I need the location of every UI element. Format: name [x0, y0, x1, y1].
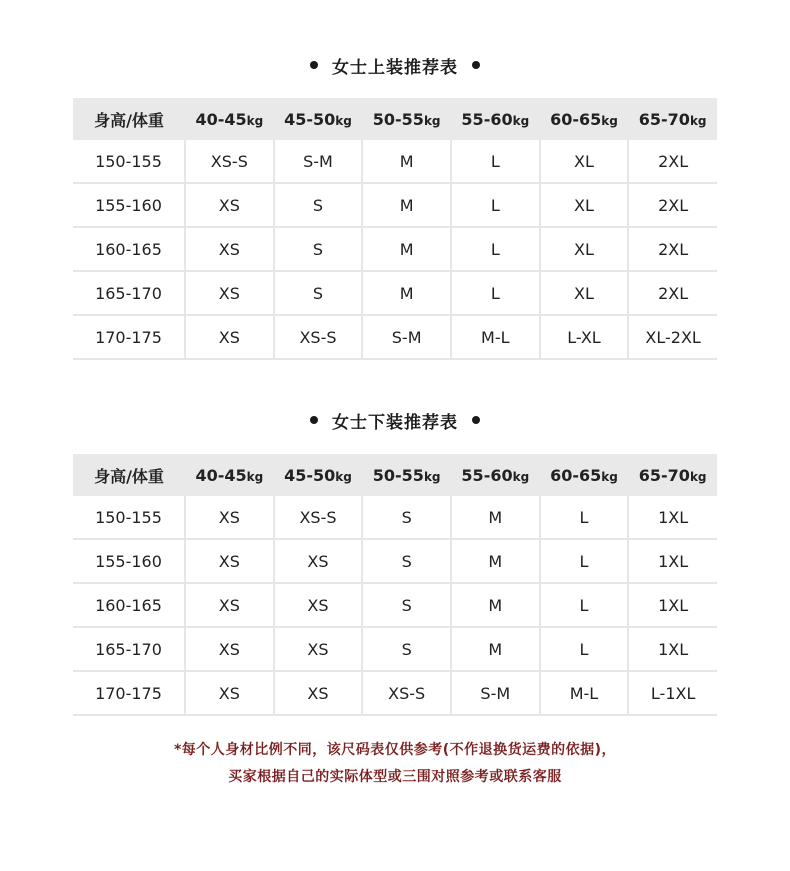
size-cell: M-L [540, 671, 629, 715]
size-cell: XS [185, 496, 274, 539]
disclaimer-line-2: 买家根据自己的实际体型或三围对照参考或联系客服 [228, 769, 562, 785]
bullet-dot-icon [472, 61, 480, 69]
weight-column-header: 45-50kg [274, 98, 363, 140]
height-cell: 150-155 [73, 140, 185, 183]
size-cell: M [451, 583, 540, 627]
table-row [73, 583, 717, 627]
bullet-dot-icon [310, 416, 318, 424]
height-cell: 170-175 [73, 315, 185, 359]
size-cell: XS [185, 583, 274, 627]
weight-column-header: 60-65kg [540, 454, 629, 496]
size-cell: XS-S [274, 315, 363, 359]
bottoms-title-text: 女士下装推荐表 [332, 412, 458, 433]
weight-column-header: 65-70kg [628, 98, 717, 140]
size-cell: XL [540, 227, 629, 271]
table-row [73, 539, 717, 583]
size-cell: L [451, 140, 540, 183]
size-cell: L-XL [540, 315, 629, 359]
table-row [73, 183, 717, 227]
bullet-dot-icon [472, 416, 480, 424]
size-cell: L-1XL [628, 671, 717, 715]
table-row [73, 227, 717, 271]
weight-column-header: 50-55kg [362, 98, 451, 140]
bottoms-size-table [73, 454, 717, 716]
size-cell: S-M [362, 315, 451, 359]
size-cell: S [274, 227, 363, 271]
weight-column-header: 40-45kg [185, 454, 274, 496]
size-cell: S-M [451, 671, 540, 715]
size-cell: M [451, 539, 540, 583]
weight-column-header: 55-60kg [451, 98, 540, 140]
size-cell: XS-S [274, 496, 363, 539]
height-cell: 170-175 [73, 671, 185, 715]
size-cell: XS [185, 671, 274, 715]
table-header-row [73, 454, 717, 496]
table-row [73, 271, 717, 315]
size-cell: XS [185, 271, 274, 315]
size-cell: S [362, 627, 451, 671]
size-cell: 1XL [628, 583, 717, 627]
bullet-dot-icon [310, 61, 318, 69]
weight-column-header: 50-55kg [362, 454, 451, 496]
size-cell: M [362, 183, 451, 227]
size-cell: L [451, 271, 540, 315]
size-cell: M [362, 271, 451, 315]
weight-column-header: 40-45kg [185, 98, 274, 140]
size-cell: S-M [274, 140, 363, 183]
size-cell: XL [540, 140, 629, 183]
table-row [73, 315, 717, 359]
weight-column-header: 45-50kg [274, 454, 363, 496]
height-cell: 150-155 [73, 496, 185, 539]
size-cell: 2XL [628, 183, 717, 227]
height-cell: 160-165 [73, 227, 185, 271]
bottoms-section-title [0, 405, 790, 435]
size-cell: L [451, 227, 540, 271]
size-cell: S [274, 271, 363, 315]
size-cell: 1XL [628, 539, 717, 583]
size-cell: XS [185, 227, 274, 271]
size-cell: XL [540, 183, 629, 227]
size-cell: L [540, 627, 629, 671]
height-cell: 155-160 [73, 183, 185, 227]
weight-column-header: 60-65kg [540, 98, 629, 140]
table-row [73, 627, 717, 671]
size-cell: XS [185, 539, 274, 583]
height-cell: 160-165 [73, 583, 185, 627]
size-cell: S [362, 583, 451, 627]
size-cell: 1XL [628, 627, 717, 671]
size-cell: XL-2XL [628, 315, 717, 359]
height-weight-header: 身高/体重 [73, 98, 185, 140]
size-cell: S [274, 183, 363, 227]
size-cell: M-L [451, 315, 540, 359]
size-cell: 1XL [628, 496, 717, 539]
size-cell: XS [185, 627, 274, 671]
height-cell: 165-170 [73, 627, 185, 671]
size-cell: 2XL [628, 140, 717, 183]
size-cell: M [451, 627, 540, 671]
size-cell: XS [185, 183, 274, 227]
size-cell: M [362, 227, 451, 271]
table-row [73, 671, 717, 715]
size-cell: 2XL [628, 271, 717, 315]
size-cell: XS [274, 671, 363, 715]
height-weight-header: 身高/体重 [73, 454, 185, 496]
size-cell: 2XL [628, 227, 717, 271]
size-cell: S [362, 496, 451, 539]
weight-column-header: 65-70kg [628, 454, 717, 496]
size-cell: XS-S [185, 140, 274, 183]
size-cell: XS [274, 627, 363, 671]
size-cell: M [451, 496, 540, 539]
size-cell: XS [185, 315, 274, 359]
size-cell: XS-S [362, 671, 451, 715]
table-row [73, 140, 717, 183]
tops-title-text: 女士上装推荐表 [332, 57, 458, 78]
size-cell: XS [274, 583, 363, 627]
size-cell: XS [274, 539, 363, 583]
table-row [73, 496, 717, 539]
disclaimer-line-1: *每个人身材比例不同，该尺码表仅供参考(不作退换货运费的依据)， [173, 742, 617, 758]
size-cell: M [362, 140, 451, 183]
height-cell: 165-170 [73, 271, 185, 315]
size-cell: L [451, 183, 540, 227]
tops-size-table [73, 98, 717, 360]
size-cell: L [540, 539, 629, 583]
size-cell: L [540, 583, 629, 627]
table-header-row [73, 98, 717, 140]
height-cell: 155-160 [73, 539, 185, 583]
size-cell: L [540, 496, 629, 539]
weight-column-header: 55-60kg [451, 454, 540, 496]
size-cell: XL [540, 271, 629, 315]
disclaimer-note [0, 737, 790, 791]
tops-section-title [0, 50, 790, 80]
size-cell: S [362, 539, 451, 583]
